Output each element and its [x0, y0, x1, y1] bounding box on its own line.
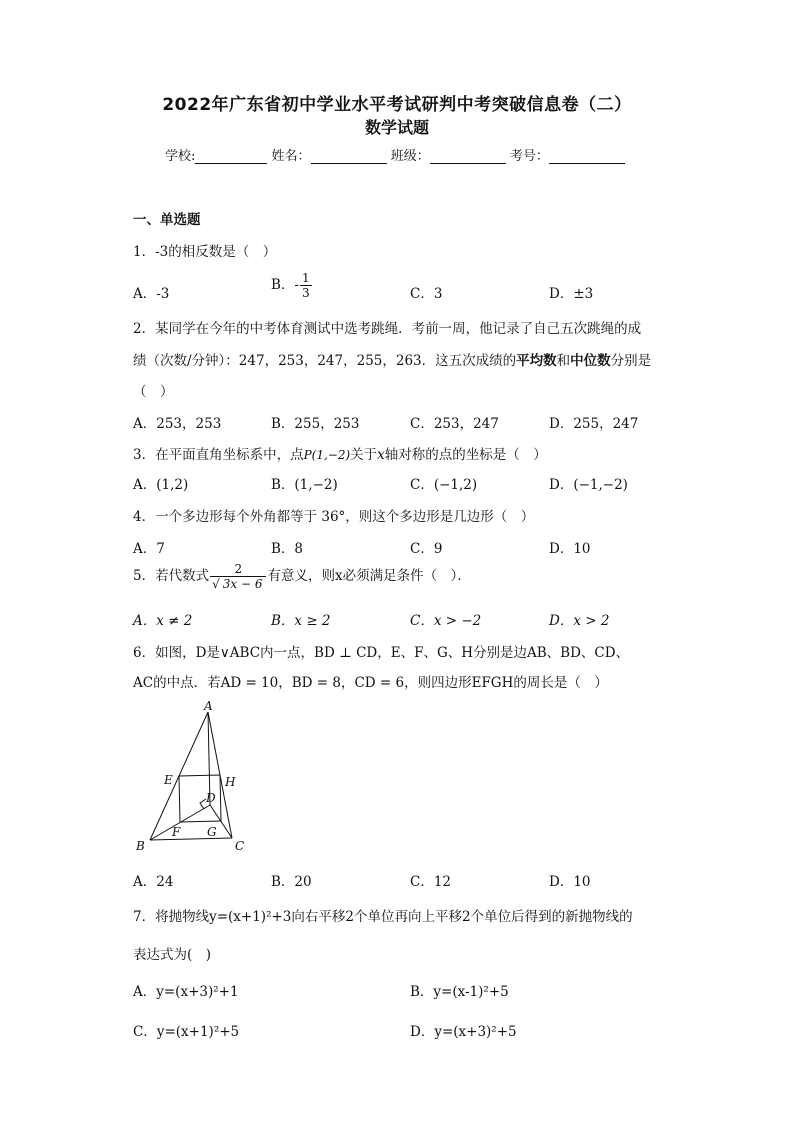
- label-b: B: [136, 839, 145, 853]
- exam-subtitle: 数学试题: [364, 118, 429, 137]
- q7-option-a: A．y=(x+3)²+1: [133, 984, 239, 1000]
- name-label: 姓名：: [271, 149, 311, 164]
- q2-option-b: B．255，253: [271, 416, 360, 432]
- q3-stem-mid: 关于: [350, 447, 378, 463]
- q2-line2: [133, 349, 651, 369]
- label-g: G: [207, 825, 217, 839]
- q5-option-d: D．x > 2: [549, 613, 610, 629]
- label-c: C: [235, 839, 245, 853]
- q6-line1: 6．如图，D是∨ABC内一点，BD ⊥ CD，E、F、G、H分别是边AB、BD、CD、: [133, 645, 630, 661]
- q2-line2-post: 分别是: [610, 353, 652, 369]
- q6-option-b: B．20: [271, 874, 312, 890]
- q1-option-c: C．3: [410, 286, 443, 302]
- q3-stem-pre: 3．在平面直角坐标系中，点: [133, 447, 304, 463]
- q1-option-b-denominator: 3: [301, 286, 310, 300]
- q3-option-c: C．(−1,2): [410, 477, 478, 493]
- q5-option-c: C．x > −2: [410, 613, 482, 629]
- q6-line2: AC的中点．若AD = 10，BD = 8，CD = 6，则四边形EFGH的周长是（ ）: [133, 675, 608, 691]
- q6-option-a: A．24: [133, 874, 174, 890]
- q3-option-b: B．(1,−2): [271, 477, 338, 493]
- label-a: A: [204, 700, 213, 713]
- q7-line2: 表达式为( ): [133, 947, 212, 963]
- q5-stem: [133, 563, 471, 590]
- school-label: 学校:: [165, 149, 196, 164]
- label-h: H: [225, 775, 236, 789]
- class-blank: [430, 149, 506, 164]
- edge-bc: [150, 838, 232, 840]
- label-e: E: [164, 773, 173, 787]
- q5-stem-post: 有意义，则x必须满足条件（ ）．: [267, 568, 471, 584]
- q4-option-a: A．7: [133, 541, 165, 557]
- q6-option-c: C．12: [410, 874, 452, 890]
- q2-line3: （ ）: [133, 384, 174, 400]
- q6-option-d: D．10: [549, 874, 591, 890]
- exam-title: 2022年广东省初中学业水平考试研判中考突破信息卷（二）: [162, 95, 632, 115]
- q7-option-d: D．y=(x+3)²+5: [410, 1024, 517, 1040]
- q1-option-b-fraction: [300, 272, 312, 299]
- q4-option-b: B．8: [271, 541, 304, 557]
- q2-option-a: A．253，253: [133, 416, 222, 432]
- student-info-line: [165, 145, 625, 164]
- q1-option-b-prefix: B．-: [271, 277, 299, 293]
- q6-triangle-figure: [132, 700, 262, 860]
- q3-axis: x: [377, 447, 385, 463]
- q3-stem-post: 轴对称的点的坐标是（ ）: [384, 447, 547, 463]
- exam-no-blank: [549, 149, 625, 164]
- q5-option-b: B．x ≥ 2: [271, 613, 331, 629]
- q4-option-c: C．9: [410, 541, 443, 557]
- q4-option-d: D．10: [549, 541, 591, 557]
- q3-point: P(1,−2): [303, 448, 351, 462]
- q2-and: 和: [556, 353, 571, 369]
- q2-option-d: D．255，247: [549, 416, 639, 432]
- q7-line1: 7．将抛物线y=(x+1)²+3向右平移2个单位再向上平移2个单位后得到的新抛物线的: [133, 909, 633, 925]
- q2-keyword-median: 中位数: [570, 353, 611, 369]
- q5-numerator: 2: [210, 563, 266, 577]
- q2-line1: 2．某同学在今年的中考体育测试中选考跳绳．考前一周，他记录了自己五次跳绳的成: [133, 321, 642, 337]
- q1-stem: 1．-3的相反数是（ ）: [133, 244, 277, 260]
- q5-denominator: √ 3x − 6: [212, 577, 263, 591]
- q7-option-c: C．y=(x+1)²+5: [133, 1024, 240, 1040]
- label-d: D: [206, 791, 216, 805]
- q7-option-b: B．y=(x-1)²+5: [410, 984, 509, 1000]
- q2-option-c: C．253，247: [410, 416, 499, 432]
- q3-stem: [133, 443, 547, 463]
- q2-keyword-mean: 平均数: [516, 353, 557, 369]
- section-heading: 一、单选题: [133, 212, 201, 228]
- q1-option-b-numerator: 1: [301, 271, 310, 285]
- label-f: F: [172, 825, 181, 839]
- q3-option-a: A．(1,2): [133, 477, 189, 493]
- q1-option-d: D．±3: [549, 286, 594, 302]
- class-label: 班级：: [390, 149, 430, 164]
- q5-fraction: [210, 563, 266, 590]
- name-blank: [311, 149, 387, 164]
- q1-option-b: [271, 272, 313, 299]
- q2-line2-pre: 绩（次数/分钟）：247，253，247，255，263．这五次成绩的: [133, 353, 517, 369]
- q5-option-a: A．x ≠ 2: [133, 613, 193, 629]
- q5-radicand: 3x − 6: [222, 577, 263, 591]
- q3-option-d: D．(−1,−2): [549, 477, 628, 493]
- q4-stem: 4．一个多边形每个外角都等于 36°，则这个多边形是几边形（ ）: [133, 509, 535, 525]
- q1-option-a: A．-3: [133, 286, 170, 302]
- school-blank: [195, 149, 267, 164]
- exam-no-label: 考号：: [509, 149, 549, 164]
- q5-stem-pre: 5．若代数式: [133, 568, 210, 584]
